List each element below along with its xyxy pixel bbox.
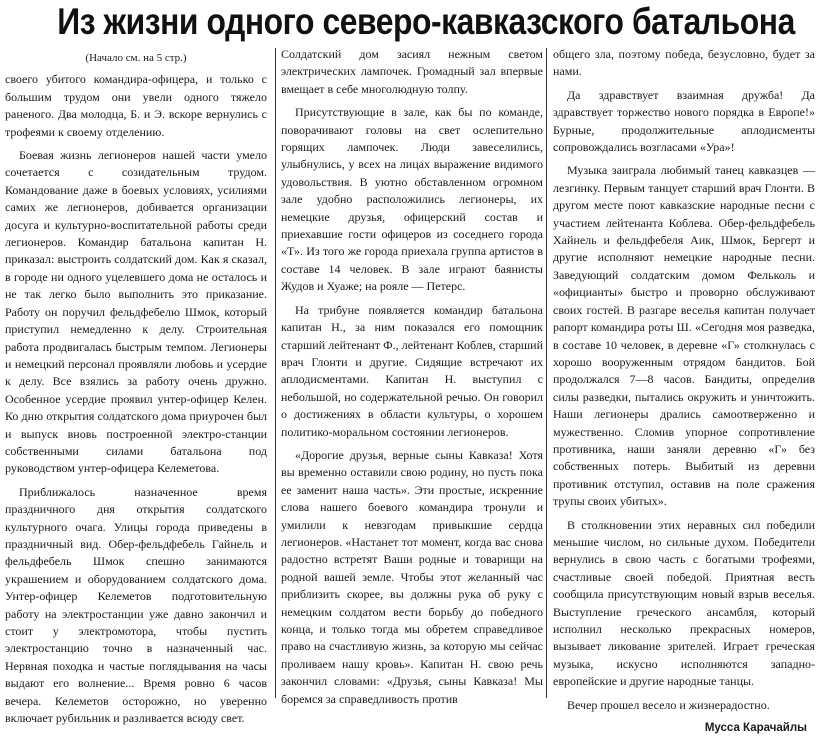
paragraph: Да здравствует взаимная дружба! Да здравствует торжество нового порядка в Европе!» Бурные, продолжительные аплодисменты сопровождались возгласами «Ура»! (553, 87, 815, 155)
paragraph: На трибуне появляется командир батальона капитан Н., за ним показался его помощник старший лейтенант Ф., лейтенант Коблев, старший врач Глонти и другие. Сидящие встречают их аплодисментами. Капитан Н. выступил с небольшой, но содержательной речью. Он говорил о достижениях в области культуры, о хорошем политико-моральном состоянии легионеров. (281, 302, 543, 439)
paragraph: Музыка заиграла любимый танец кавказцев — лезгинку. Первым танцует старший врач Глонти. В другом месте поют кавказские народные песни с участием лейтенанта Коблева. Обер-фельдфебель Хайнель и фельдфебеля Аик, Шмок, Бергерт и другие исполняют немецкие народные песни. Заведующий солдатским домом Фельколь и «официанты» быстро и проворно обслуживают своих гостей. В разгаре веселья капитан получает рапорт командира роты Ш. «Сегодня моя разведка, в составе 10 человек, в деревне «Г» столкнулась с хорошо вооруженным отрядом бандитов. Бой продолжался 7—8 часов. Бандиты, определив силы разведки, пытались окружить и уничтожить. Наши легионеры дрались самоотверженно и мужественно. Сломив упорное сопротивление противника, наши заняли деревню «Г» без собственных потерь. Выбитый из деревни противник отступил, оставив на поле сражения трупы своих убитых». (553, 163, 815, 509)
paragraph: Солдатский дом засиял нежным светом электрических лампочек. Громадный зал впервые вмещает в себе многолюдную толпу. (281, 47, 543, 96)
column-divider (546, 48, 547, 698)
paragraph: своего убитого командира-офицера, и только с большим трудом они увели одного тяжело раненого. Два молодца, Б. и Э. вскоре вернулись с трофеями к своему отделению. (5, 72, 267, 139)
paragraph: Приближалось назначенное время праздничного дня открытия солдатского культурного очага. Улицы города приведены в праздничный вид. Обер-фельдфебель Гайнель и фельдфебель Шмок спешно занимаются украшением и оборудованием солдатского дома. Унтер-офицер Келеметов подготовительную работу на электростанции уже давно закончил и стоит у электромотора, чтобы пустить электростанцию точно в назначенный час. Нервная походка и частые поглядывания на часы выдают его волнение... Время ровно 6 часов вечера. Келеметов осторожно, но уверенно включает рубильник и разливается всюду свет. (5, 484, 267, 726)
author-signature: Мусса Карачайлы (704, 722, 807, 735)
paragraph: Вечер прошел весело и жизнерадостно. (567, 697, 770, 712)
continuation-note: (Начало см. на 5 стр.) (85, 52, 187, 64)
paragraph: общего зла, поэтому победа, безусловно, будет за нами. (553, 47, 815, 79)
article-column-1 (5, 46, 267, 733)
paragraph: В столкновении этих неравных сил победили меньшие числом, но сильные духом. Победители вернулись в свою часть с богатыми трофеями, счастливые своей победой. Приятная весть сообщила присутствующим новый взрыв веселья. Выступление греческого ансамбля, который исполнил несколько прекрасных номеров, вызывает ликование зрителей. Играет греческая музыка, искусно исполняются западно-европейские и другие народные танцы. (553, 517, 815, 689)
article-column-2 (281, 46, 543, 714)
paragraph: Присутствующие в зале, как бы по команде, поворачивают головы на свет ослепительно горящих лампочек. Люди завеселились, улыбнулись, у всех на лицах выражение видимого удовольствия. В уютно обставленном огромном зале удобно расположились легионеры, их немецкие друзья, офицерский состав и приехавшие гости офицеров из соседнего города «Т». Из того же города приехала группа артистов в составе 14 человек. В зале играют баянисты Жудов и Хуаже; на рояле — Петерс. (281, 105, 543, 294)
paragraph: «Дорогие друзья, верные сыны Кавказа! Хотя вы временно оставили свою родину, но пусть пока ее заменит наша часть». Эти простые, искренние слова нашего боевого командира тронули и умилили к невзгодам привыкшие сердца легионеров. «Настанет тот момент, когда вас снова радостно встретят Ваши родные и товарищи на родной вашей земле. Чтобы этот желанный час приблизить скорее, вы должны рука об руку с немецким солдатом вести борьбу до победного конца, и только тогда мы обретем справедливое право на счастливую жизнь, за которую мы сейчас проливаем нашу кровь». Капитан Н. свою речь закончил словами: «Друзья, сыны Кавказа! Мы боремся за справедливость против (281, 447, 543, 706)
paragraph: Боевая жизнь легионеров нашей части умело сочетается с созидательным трудом. Командование даже в боевых условиях, усилиями самих же легионеров, добивается организации досуга и культурно-воспитательной работы среди легионеров. Командир батальона капитан Н. приказал: выстроить солдатский дом. Как я сказал, в городе ни одного уцелевшего дома не осталось и не так легко было выполнить это приказание. Работу он поручил фельдфебелю Шмок, который приступил немедленно к делу. Строительная работа продвигалась быстрым темпом. Легионеры и немецкий персонал проявляли любовь и усердие к делу. Все взялись за работу очень дружно. Особенное усердие проявил унтер-офицер Келен. Ко дню открытия солдатского дома приурочен был и выпуск вновь построенной электро-станции собственными силами батальона под руководством унтер-офицера Келеметова. (5, 148, 267, 476)
article-headline: Из жизни одного северо-кавказского батальона (57, 1, 795, 42)
column-divider (275, 48, 276, 698)
article-column-3 (553, 46, 815, 737)
